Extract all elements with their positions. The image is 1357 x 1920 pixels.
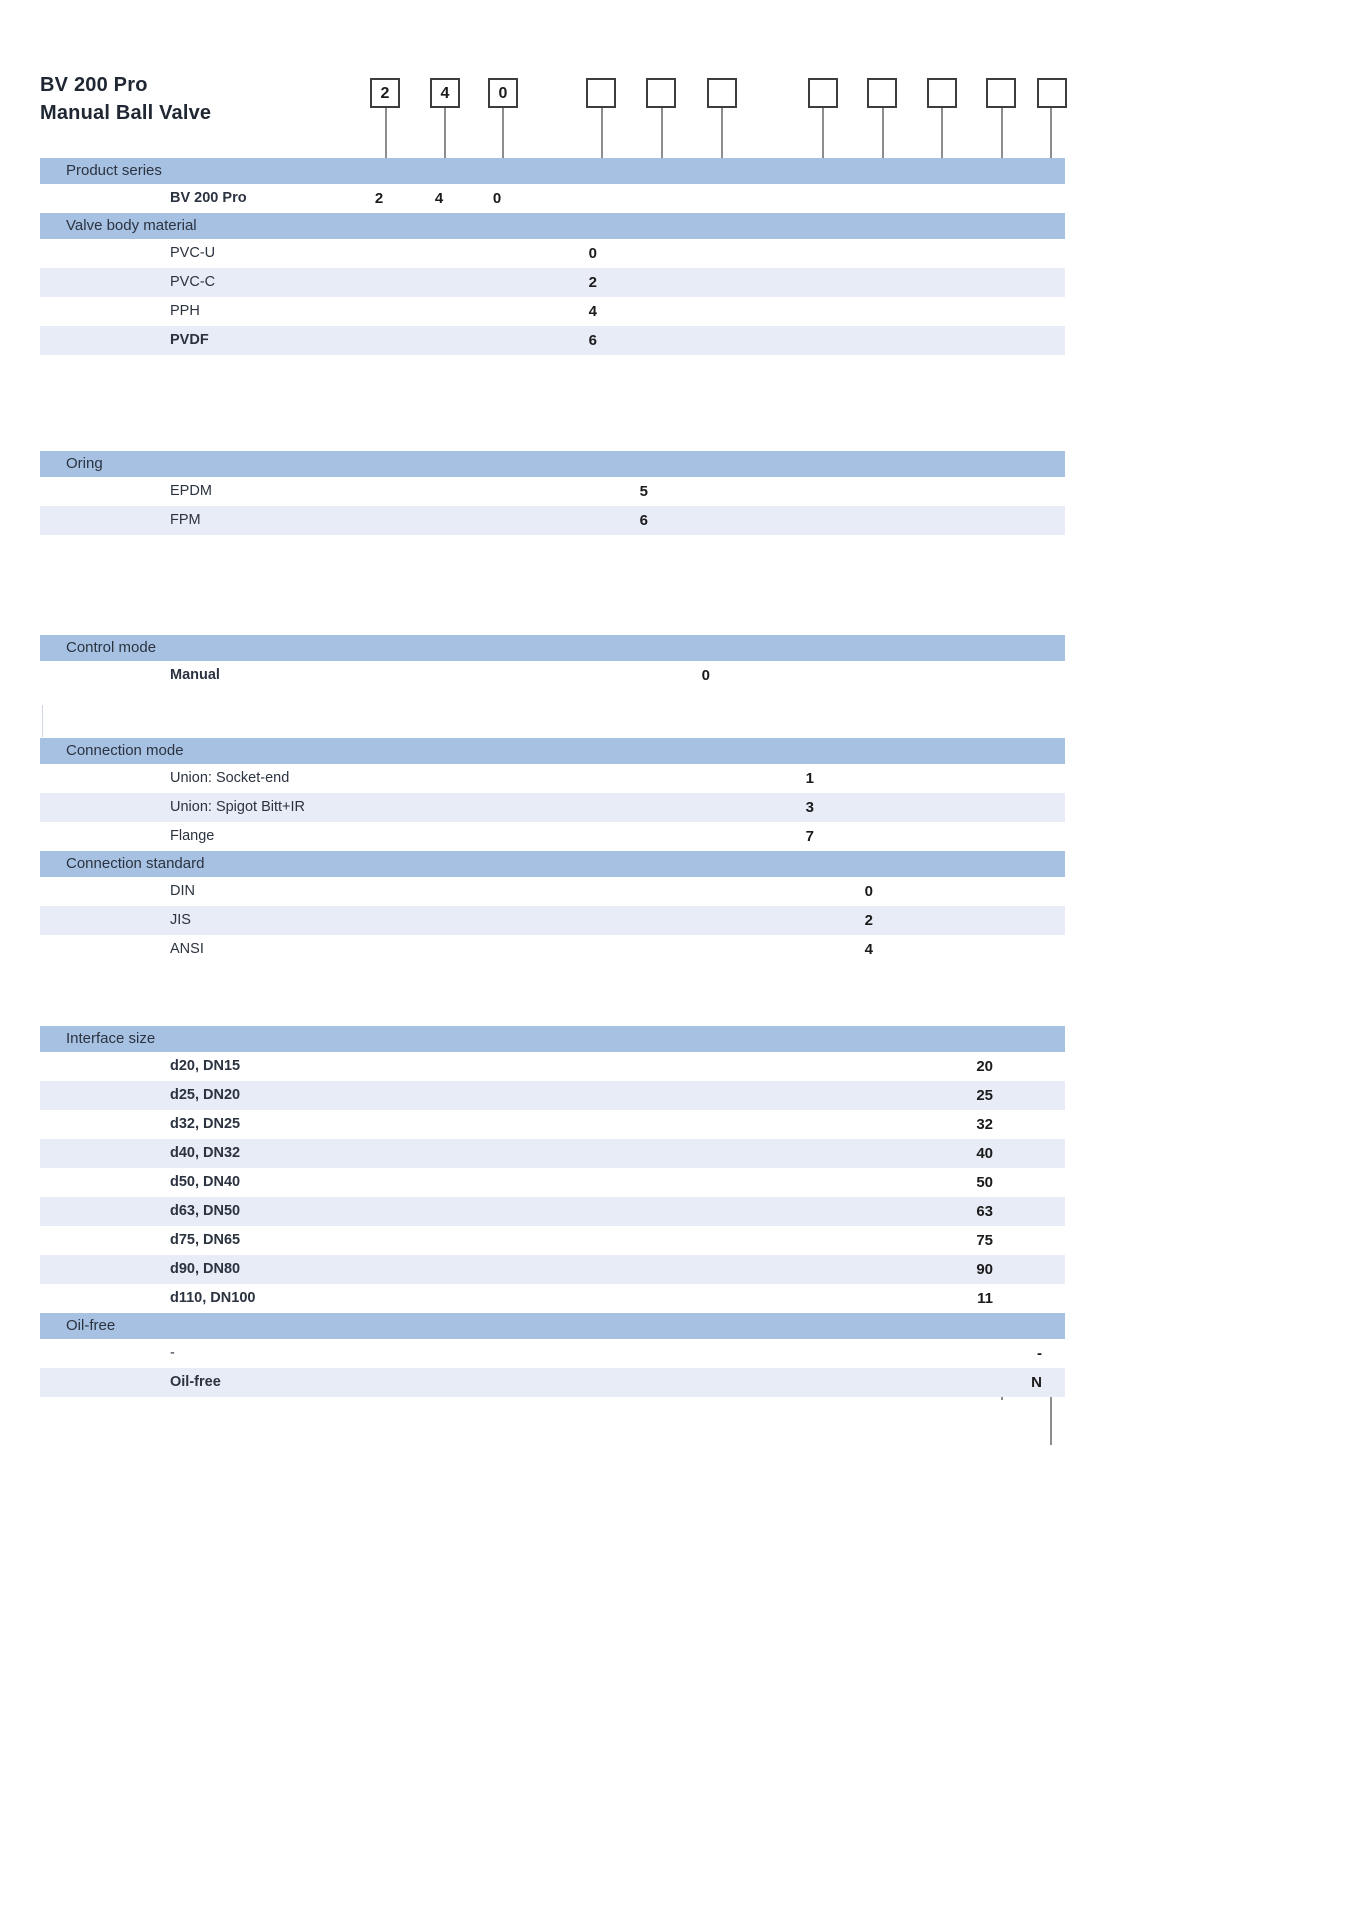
option-label: BV 200 Pro [170, 190, 247, 206]
code-box-5[interactable] [646, 78, 676, 108]
option-code-value: 1 [805, 770, 814, 787]
page-title-line-2: Manual Ball Valve [40, 101, 212, 124]
option-code-value: 5 [639, 483, 648, 500]
option-label: JIS [170, 912, 191, 928]
section-spacer [40, 355, 1065, 451]
option-code-value: 2 [864, 912, 873, 929]
option-label: EPDM [170, 483, 212, 499]
option-code-value: 7 [805, 828, 814, 845]
option-label: d50, DN40 [170, 1174, 241, 1190]
option-label: d63, DN50 [170, 1203, 241, 1219]
option-code-value: 40 [976, 1145, 993, 1162]
table-row[interactable] [40, 1139, 1065, 1168]
option-label: Oil-free [170, 1374, 221, 1390]
code-box-9[interactable] [927, 78, 957, 108]
option-code-value: 6 [588, 332, 597, 349]
option-label: PVC-U [170, 245, 216, 261]
code-box-3[interactable]: 0 [488, 78, 518, 108]
section-spacer [40, 535, 1065, 635]
option-label: - [170, 1345, 175, 1361]
section-header-label: Interface size [66, 1030, 156, 1047]
option-code-value: 50 [976, 1174, 993, 1191]
table-row[interactable] [40, 1368, 1065, 1397]
table-row[interactable] [40, 239, 1065, 268]
code-box-6[interactable] [707, 78, 737, 108]
code-box-10[interactable] [986, 78, 1016, 108]
option-label: d90, DN80 [170, 1261, 241, 1277]
option-code-value: 32 [976, 1116, 993, 1133]
option-label: d75, DN65 [170, 1232, 241, 1248]
option-label: ANSI [170, 941, 204, 957]
section-header-label: Oring [66, 455, 103, 472]
section-header-label: Valve body material [66, 217, 197, 234]
section-header-label: Control mode [66, 639, 157, 656]
option-code-value: 11 [977, 1290, 993, 1307]
section-header-label: Product series [66, 162, 162, 179]
page-title-line-1: BV 200 Pro [40, 74, 148, 96]
table-row[interactable] [40, 1110, 1065, 1139]
option-code-value: 20 [976, 1058, 993, 1075]
option-code-value: 63 [976, 1203, 993, 1220]
option-code-value: 75 [976, 1232, 993, 1249]
code-box-11[interactable] [1037, 78, 1067, 108]
option-label: FPM [170, 512, 201, 528]
table-row[interactable] [40, 661, 1065, 690]
option-label: PVDF [170, 332, 209, 348]
code-box-2[interactable]: 4 [430, 78, 460, 108]
code-box-7[interactable] [808, 78, 838, 108]
section-header-7 [40, 1313, 1065, 1339]
option-code-value: - [1037, 1345, 1042, 1362]
option-label: PPH [170, 303, 200, 319]
section-header-6 [40, 1026, 1065, 1052]
option-label: Union: Socket-end [170, 770, 290, 786]
option-code-value: 3 [805, 799, 814, 816]
section-header-2 [40, 451, 1065, 477]
table-row[interactable] [40, 1052, 1065, 1081]
option-code-value: N [1031, 1374, 1042, 1391]
table-row[interactable] [40, 297, 1065, 326]
table-row[interactable] [40, 506, 1065, 535]
option-label: d110, DN100 [170, 1290, 256, 1306]
option-code-value: 90 [976, 1261, 993, 1278]
code-box-8[interactable] [867, 78, 897, 108]
table-row[interactable] [40, 477, 1065, 506]
series-digit-2: 4 [434, 190, 444, 207]
section-header-3 [40, 635, 1065, 661]
table-row[interactable] [40, 1226, 1065, 1255]
section-spacer [40, 964, 1065, 1026]
table-row[interactable] [40, 1081, 1065, 1110]
table-row[interactable] [40, 822, 1065, 851]
option-code-value: 0 [701, 667, 710, 684]
option-label: d25, DN20 [170, 1087, 241, 1103]
option-code-value: 0 [588, 245, 597, 262]
table-row[interactable] [40, 184, 1065, 213]
table-row[interactable] [40, 877, 1065, 906]
table-row[interactable] [40, 935, 1065, 964]
option-label: d32, DN25 [170, 1116, 241, 1132]
option-label: d40, DN32 [170, 1145, 241, 1161]
section-header-1 [40, 213, 1065, 239]
section-header-4 [40, 738, 1065, 764]
option-code-value: 0 [864, 883, 873, 900]
table-row[interactable] [40, 1255, 1065, 1284]
section-header-0 [40, 158, 1065, 184]
option-label: d20, DN15 [170, 1058, 241, 1074]
option-code-value: 6 [639, 512, 648, 529]
section-header-label: Connection mode [66, 742, 184, 759]
series-digit-1: 2 [374, 190, 384, 207]
section-header-label: Connection standard [66, 855, 205, 872]
option-label: Union: Spigot Bitt+IR [170, 799, 306, 815]
table-row[interactable] [40, 1197, 1065, 1226]
option-label: Flange [170, 828, 215, 844]
selection-table [40, 158, 1065, 1397]
option-label: DIN [170, 883, 195, 899]
option-label: PVC-C [170, 274, 216, 290]
table-row[interactable] [40, 326, 1065, 355]
table-row[interactable] [40, 268, 1065, 297]
section-header-5 [40, 851, 1065, 877]
option-code-value: 25 [976, 1087, 993, 1104]
code-box-1[interactable]: 2 [370, 78, 400, 108]
section-spacer [40, 690, 1065, 738]
table-row[interactable] [40, 1168, 1065, 1197]
table-row[interactable] [40, 906, 1065, 935]
left-edge-stub [42, 705, 43, 737]
code-box-4[interactable] [586, 78, 616, 108]
option-code-value: 4 [588, 303, 597, 320]
option-code-value: 4 [864, 941, 873, 958]
table-row[interactable] [40, 793, 1065, 822]
option-label: Manual [170, 667, 220, 683]
table-row[interactable] [40, 1284, 1065, 1313]
table-row[interactable] [40, 1339, 1065, 1368]
table-row[interactable] [40, 764, 1065, 793]
page-title [40, 72, 211, 127]
series-digit-3: 0 [492, 190, 502, 207]
option-code-value: 2 [588, 274, 597, 291]
section-header-label: Oil-free [66, 1317, 116, 1334]
